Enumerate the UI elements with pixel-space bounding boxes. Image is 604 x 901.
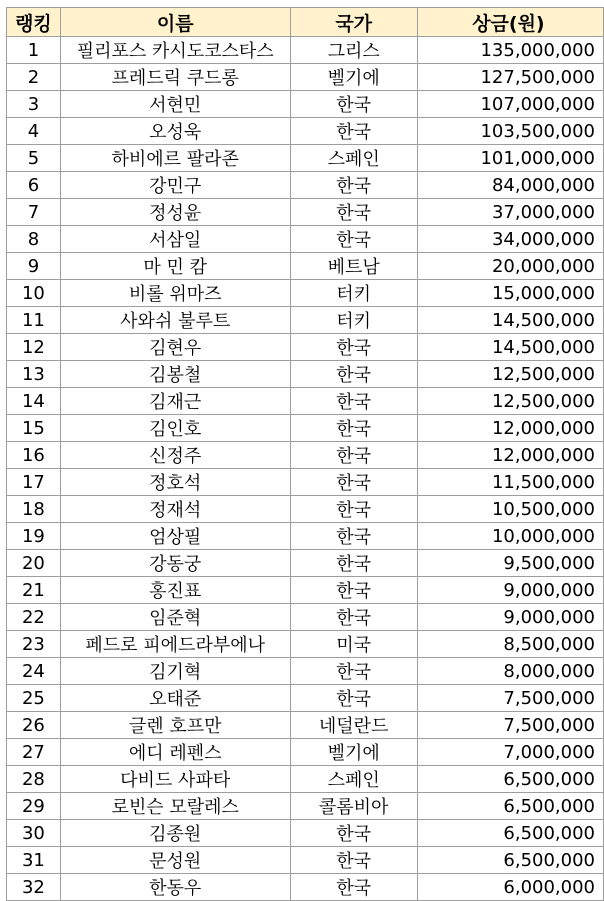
prize-cell[interactable]: 12,000,000 — [417, 415, 603, 442]
rank-cell[interactable]: 8 — [7, 226, 61, 253]
prize-cell[interactable]: 12,500,000 — [417, 388, 603, 415]
rank-cell[interactable]: 19 — [7, 523, 61, 550]
rank-cell[interactable]: 1 — [7, 37, 61, 64]
country-cell[interactable]: 한국 — [290, 577, 417, 604]
table-row — [7, 496, 604, 523]
table-row — [7, 793, 604, 820]
name-cell[interactable]: 신정주 — [60, 442, 290, 469]
country-cell[interactable]: 한국 — [290, 172, 417, 199]
rank-cell[interactable]: 27 — [7, 739, 61, 766]
table-row — [7, 820, 604, 847]
rank-cell[interactable]: 3 — [7, 91, 61, 118]
table-row — [7, 415, 604, 442]
rank-cell[interactable]: 7 — [7, 199, 61, 226]
name-cell[interactable]: 사와쉬 불루트 — [60, 307, 290, 334]
country-cell[interactable]: 한국 — [290, 874, 417, 901]
name-cell[interactable]: 정호석 — [60, 469, 290, 496]
country-cell[interactable]: 그리스 — [290, 37, 417, 64]
table-row — [7, 874, 604, 901]
rank-cell[interactable]: 5 — [7, 145, 61, 172]
rank-cell[interactable]: 28 — [7, 766, 61, 793]
country-cell[interactable]: 한국 — [290, 820, 417, 847]
prize-cell[interactable]: 37,000,000 — [417, 199, 603, 226]
name-cell[interactable]: 정성윤 — [60, 199, 290, 226]
prize-cell[interactable]: 6,500,000 — [417, 766, 603, 793]
table-row — [7, 37, 604, 64]
name-cell[interactable]: 글렌 호프만 — [60, 712, 290, 739]
rank-cell[interactable]: 25 — [7, 685, 61, 712]
rank-cell[interactable]: 11 — [7, 307, 61, 334]
country-cell[interactable]: 한국 — [290, 442, 417, 469]
table-row — [7, 442, 604, 469]
country-cell[interactable]: 한국 — [290, 658, 417, 685]
country-cell[interactable]: 한국 — [290, 847, 417, 874]
rank-cell[interactable]: 24 — [7, 658, 61, 685]
rank-cell[interactable]: 10 — [7, 280, 61, 307]
prize-cell[interactable]: 103,500,000 — [417, 118, 603, 145]
rank-cell[interactable]: 32 — [7, 874, 61, 901]
country-cell[interactable]: 한국 — [290, 91, 417, 118]
prize-cell[interactable]: 8,500,000 — [417, 631, 603, 658]
name-cell[interactable]: 로빈슨 모랄레스 — [60, 793, 290, 820]
rank-cell[interactable]: 4 — [7, 118, 61, 145]
country-cell[interactable]: 한국 — [290, 469, 417, 496]
prize-cell[interactable]: 7,500,000 — [417, 712, 603, 739]
prize-cell[interactable]: 12,000,000 — [417, 442, 603, 469]
table-row — [7, 712, 604, 739]
name-cell[interactable]: 정재석 — [60, 496, 290, 523]
prize-ranking-table — [6, 7, 604, 901]
country-cell[interactable]: 한국 — [290, 361, 417, 388]
prize-cell[interactable]: 20,000,000 — [417, 253, 603, 280]
table-row — [7, 253, 604, 280]
name-cell[interactable]: 서현민 — [60, 91, 290, 118]
table-row — [7, 199, 604, 226]
rank-cell[interactable]: 22 — [7, 604, 61, 631]
prize-cell[interactable]: 34,000,000 — [417, 226, 603, 253]
name-cell[interactable]: 마 민 캄 — [60, 253, 290, 280]
country-cell[interactable]: 벨기에 — [290, 64, 417, 91]
table-row — [7, 469, 604, 496]
name-cell[interactable]: 하비에르 팔라존 — [60, 145, 290, 172]
table-row — [7, 523, 604, 550]
country-cell[interactable]: 벨기에 — [290, 739, 417, 766]
country-cell[interactable]: 한국 — [290, 523, 417, 550]
table-row — [7, 226, 604, 253]
table-body — [7, 37, 604, 901]
prize-cell[interactable]: 11,500,000 — [417, 469, 603, 496]
rank-cell[interactable]: 2 — [7, 64, 61, 91]
rank-cell[interactable]: 29 — [7, 793, 61, 820]
prize-cell[interactable]: 7,500,000 — [417, 685, 603, 712]
rank-cell[interactable]: 15 — [7, 415, 61, 442]
name-cell[interactable]: 한동우 — [60, 874, 290, 901]
prize-cell[interactable]: 14,500,000 — [417, 334, 603, 361]
rank-cell[interactable]: 31 — [7, 847, 61, 874]
name-cell[interactable]: 서삼일 — [60, 226, 290, 253]
prize-cell[interactable]: 8,000,000 — [417, 658, 603, 685]
name-cell[interactable]: 다비드 사파타 — [60, 766, 290, 793]
country-cell[interactable]: 터키 — [290, 280, 417, 307]
name-cell[interactable]: 강민구 — [60, 172, 290, 199]
rank-cell[interactable]: 23 — [7, 631, 61, 658]
country-cell[interactable]: 한국 — [290, 496, 417, 523]
table-row — [7, 172, 604, 199]
country-cell[interactable]: 한국 — [290, 199, 417, 226]
prize-cell[interactable]: 127,500,000 — [417, 64, 603, 91]
name-cell[interactable]: 김인호 — [60, 415, 290, 442]
name-cell[interactable]: 문성원 — [60, 847, 290, 874]
prize-cell[interactable]: 135,000,000 — [417, 37, 603, 64]
prize-cell[interactable]: 6,500,000 — [417, 793, 603, 820]
rank-cell[interactable]: 26 — [7, 712, 61, 739]
name-cell[interactable]: 비롤 위마즈 — [60, 280, 290, 307]
country-cell[interactable]: 한국 — [290, 550, 417, 577]
table-row — [7, 388, 604, 415]
rank-cell[interactable]: 17 — [7, 469, 61, 496]
rank-cell[interactable]: 21 — [7, 577, 61, 604]
country-cell[interactable]: 콜롬비아 — [290, 793, 417, 820]
country-cell[interactable]: 미국 — [290, 631, 417, 658]
header-row — [7, 8, 604, 37]
table-row — [7, 118, 604, 145]
header-prize[interactable]: 상금(원) — [417, 8, 603, 37]
name-cell[interactable]: 강동궁 — [60, 550, 290, 577]
country-cell[interactable]: 한국 — [290, 388, 417, 415]
rank-cell[interactable]: 18 — [7, 496, 61, 523]
prize-cell[interactable]: 9,000,000 — [417, 604, 603, 631]
prize-cell[interactable]: 10,000,000 — [417, 523, 603, 550]
table-row — [7, 334, 604, 361]
country-cell[interactable]: 네덜란드 — [290, 712, 417, 739]
prize-cell[interactable]: 6,500,000 — [417, 847, 603, 874]
rank-cell[interactable]: 6 — [7, 172, 61, 199]
table-row — [7, 577, 604, 604]
prize-cell[interactable]: 14,500,000 — [417, 307, 603, 334]
table-row — [7, 145, 604, 172]
table-row — [7, 307, 604, 334]
prize-cell[interactable]: 12,500,000 — [417, 361, 603, 388]
prize-cell[interactable]: 107,000,000 — [417, 91, 603, 118]
prize-cell[interactable]: 84,000,000 — [417, 172, 603, 199]
country-cell[interactable]: 한국 — [290, 226, 417, 253]
table-row — [7, 685, 604, 712]
rank-cell[interactable]: 9 — [7, 253, 61, 280]
table-row — [7, 361, 604, 388]
prize-cell[interactable]: 10,500,000 — [417, 496, 603, 523]
name-cell[interactable]: 오성욱 — [60, 118, 290, 145]
country-cell[interactable]: 터키 — [290, 307, 417, 334]
prize-cell[interactable]: 15,000,000 — [417, 280, 603, 307]
name-cell[interactable]: 임준혁 — [60, 604, 290, 631]
table-row — [7, 766, 604, 793]
name-cell[interactable]: 엄상필 — [60, 523, 290, 550]
name-cell[interactable]: 김봉철 — [60, 361, 290, 388]
name-cell[interactable]: 오태준 — [60, 685, 290, 712]
table-row — [7, 91, 604, 118]
rank-cell[interactable]: 30 — [7, 820, 61, 847]
rank-cell[interactable]: 12 — [7, 334, 61, 361]
name-cell[interactable]: 페드로 피에드라부에나 — [60, 631, 290, 658]
country-cell[interactable]: 스페인 — [290, 145, 417, 172]
header-rank[interactable]: 랭킹 — [7, 8, 61, 37]
country-cell[interactable]: 한국 — [290, 334, 417, 361]
country-cell[interactable]: 한국 — [290, 604, 417, 631]
prize-cell[interactable]: 6,500,000 — [417, 820, 603, 847]
country-cell[interactable]: 스페인 — [290, 766, 417, 793]
country-cell[interactable]: 한국 — [290, 685, 417, 712]
prize-cell[interactable]: 9,000,000 — [417, 577, 603, 604]
name-cell[interactable]: 에디 레펜스 — [60, 739, 290, 766]
table-row — [7, 739, 604, 766]
country-cell[interactable]: 한국 — [290, 118, 417, 145]
name-cell[interactable]: 프레드릭 쿠드롱 — [60, 64, 290, 91]
table-row — [7, 604, 604, 631]
country-cell[interactable]: 한국 — [290, 415, 417, 442]
table-row — [7, 847, 604, 874]
table-row — [7, 280, 604, 307]
rank-cell[interactable]: 13 — [7, 361, 61, 388]
rank-cell[interactable]: 20 — [7, 550, 61, 577]
table-row — [7, 658, 604, 685]
name-cell[interactable]: 김현우 — [60, 334, 290, 361]
name-cell[interactable]: 김종원 — [60, 820, 290, 847]
header-country[interactable]: 국가 — [290, 8, 417, 37]
table-row — [7, 64, 604, 91]
table-row — [7, 631, 604, 658]
name-cell[interactable]: 김기혁 — [60, 658, 290, 685]
prize-cell[interactable]: 7,000,000 — [417, 739, 603, 766]
name-cell[interactable]: 필리포스 카시도코스타스 — [60, 37, 290, 64]
name-cell[interactable]: 김재근 — [60, 388, 290, 415]
prize-cell[interactable]: 9,500,000 — [417, 550, 603, 577]
rank-cell[interactable]: 16 — [7, 442, 61, 469]
table-row — [7, 550, 604, 577]
rank-cell[interactable]: 14 — [7, 388, 61, 415]
header-name[interactable]: 이름 — [60, 8, 290, 37]
name-cell[interactable]: 홍진표 — [60, 577, 290, 604]
prize-cell[interactable]: 6,000,000 — [417, 874, 603, 901]
prize-cell[interactable]: 101,000,000 — [417, 145, 603, 172]
country-cell[interactable]: 베트남 — [290, 253, 417, 280]
